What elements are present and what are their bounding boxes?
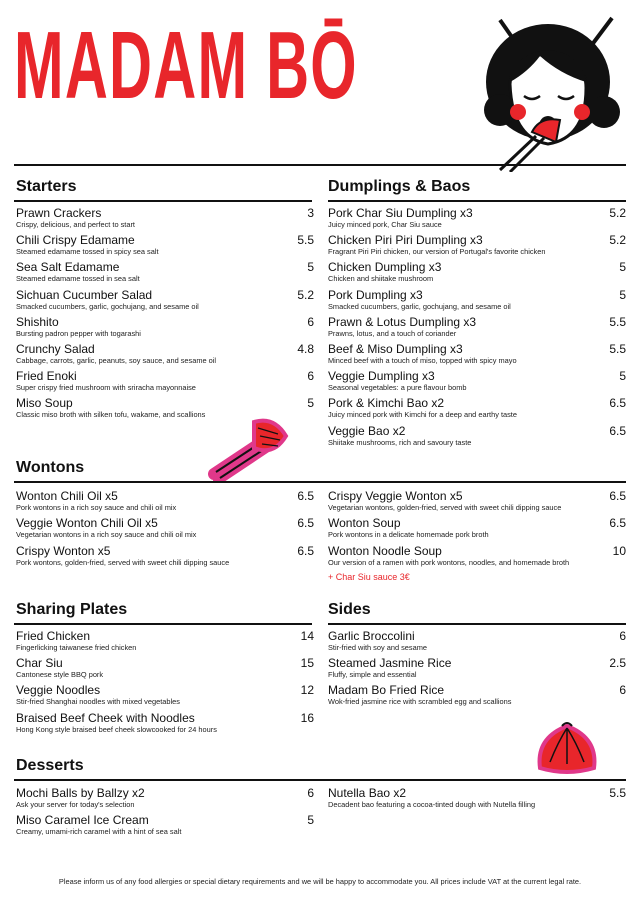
menu-item-description: Steamed edamame tossed in spicy sea salt bbox=[16, 247, 159, 257]
menu-item-price: 10 bbox=[612, 543, 626, 558]
menu-item-name: Crispy Veggie Wonton x5 bbox=[328, 489, 463, 503]
menu-item-description: Smacked cucumbers, garlic, gochujang, and sesame oil bbox=[16, 301, 199, 311]
menu-item bbox=[16, 711, 314, 735]
brand-logo: MADAM BŌ bbox=[14, 12, 358, 119]
menu-item bbox=[16, 233, 314, 257]
desserts-divider bbox=[14, 779, 626, 781]
header-divider bbox=[14, 164, 626, 166]
menu-item-price: 5.5 bbox=[297, 233, 314, 248]
sharing-divider bbox=[14, 623, 312, 625]
menu-item-name: Prawn & Lotus Dumpling x3 bbox=[328, 314, 477, 329]
madam-face-illustration-icon bbox=[470, 12, 620, 172]
menu-item-description: Vegetarian wontons, golden-fried, served with sweet chili dipping sauce bbox=[328, 503, 562, 512]
menu-item-price: 3 bbox=[307, 206, 314, 220]
menu-item-price: 15 bbox=[300, 656, 314, 671]
section-title-sharing-plates: Sharing Plates bbox=[16, 601, 128, 618]
menu-item bbox=[328, 369, 626, 393]
menu-item-price: 6.5 bbox=[609, 396, 626, 411]
menu-item-name: Crunchy Salad bbox=[16, 342, 95, 356]
menu-item bbox=[328, 683, 626, 707]
menu-item bbox=[16, 369, 314, 393]
menu-item-name: Madam Bo Fried Rice bbox=[328, 683, 445, 698]
menu-item-description: Fingerlicking taiwanese fried chicken bbox=[16, 643, 137, 652]
menu-item-price: 5.2 bbox=[609, 233, 626, 248]
sides-divider bbox=[328, 623, 626, 625]
menu-item-name: Fried Chicken bbox=[16, 629, 91, 643]
menu-item-name: Shishito bbox=[16, 314, 59, 329]
menu-item-name: Wonton Soup bbox=[328, 516, 401, 531]
wontons-divider bbox=[14, 481, 626, 483]
menu-item-price: 6.5 bbox=[609, 423, 626, 438]
menu-item-description: Super crispy fried mushroom with sriracha mayonnaise bbox=[16, 383, 196, 393]
menu-item-price: 6.5 bbox=[297, 543, 314, 558]
menu-item-name: Veggie Bao x2 bbox=[328, 423, 406, 438]
section-title-desserts: Desserts bbox=[16, 757, 84, 774]
dumpling-chopsticks-icon bbox=[208, 416, 290, 482]
menu-item-price: 6.5 bbox=[297, 516, 314, 531]
menu-item-description: Crispy, delicious, and perfect to start bbox=[16, 220, 135, 229]
menu-item-price: 5.5 bbox=[609, 314, 626, 329]
menu-item bbox=[328, 315, 626, 339]
menu-item bbox=[328, 629, 626, 653]
menu-item-price: 4.8 bbox=[297, 342, 314, 356]
menu-item bbox=[16, 813, 314, 837]
menu-item bbox=[16, 288, 314, 312]
menu-item-description: Pork wontons in a rich soy sauce and chili oil mix bbox=[16, 503, 177, 512]
menu-item-name: Chicken Dumpling x3 bbox=[328, 260, 442, 275]
menu-item-description: Wok-fried jasmine rice with scrambled egg and scallions bbox=[328, 697, 512, 707]
menu-item-description: Prawns, lotus, and a touch of coriander bbox=[328, 328, 457, 338]
menu-item-name: Veggie Wonton Chili Oil x5 bbox=[16, 516, 158, 531]
char-siu-addon: + Char Siu sauce 3€ bbox=[328, 572, 410, 582]
menu-item-price: 6.5 bbox=[609, 489, 626, 503]
menu-item-description: Vegetarian wontons in a rich soy sauce and chili oil mix bbox=[16, 530, 197, 540]
menu-item bbox=[328, 489, 626, 513]
menu-item-name: Sea Salt Edamame bbox=[16, 260, 120, 275]
menu-item-description: Pork wontons in a delicate homemade pork broth bbox=[328, 530, 489, 540]
menu-item bbox=[328, 396, 626, 420]
menu-item-price: 2.5 bbox=[609, 656, 626, 671]
menu-item-name: Prawn Crackers bbox=[16, 206, 102, 220]
menu-item-price: 5.2 bbox=[297, 287, 314, 302]
menu-item-description: Fluffy, simple and essential bbox=[328, 670, 417, 680]
menu-item-name: Braised Beef Cheek with Noodles bbox=[16, 710, 195, 725]
dumplings-divider bbox=[328, 200, 626, 202]
menu-item bbox=[328, 424, 626, 448]
menu-item-description: Shiitake mushrooms, rich and savoury taste bbox=[328, 437, 472, 447]
menu-item bbox=[328, 206, 626, 230]
menu-item-name: Nutella Bao x2 bbox=[328, 786, 407, 800]
menu-item-description: Our version of a ramen with pork wontons, noodles, and homemade broth bbox=[328, 557, 570, 567]
menu-item bbox=[328, 288, 626, 312]
menu-item bbox=[16, 683, 314, 707]
menu-item bbox=[328, 786, 626, 810]
menu-item-price: 16 bbox=[300, 710, 314, 725]
menu-item-name: Beef & Miso Dumpling x3 bbox=[328, 342, 463, 356]
menu-item-description: Juicy minced pork, Char Siu sauce bbox=[328, 220, 442, 229]
menu-item-name: Steamed Jasmine Rice bbox=[328, 656, 452, 671]
menu-item-price: 14 bbox=[300, 629, 314, 643]
menu-item-description: Minced beef with a touch of miso, topped with spicy mayo bbox=[328, 356, 517, 365]
menu-item-price: 6 bbox=[619, 683, 626, 698]
menu-item bbox=[16, 315, 314, 339]
menu-item bbox=[16, 342, 314, 366]
menu-item-description: Steamed edamame tossed in sea salt bbox=[16, 274, 140, 284]
menu-item-price: 6 bbox=[619, 629, 626, 643]
menu-item-price: 6.5 bbox=[297, 489, 314, 503]
menu-item-name: Miso Caramel Ice Cream bbox=[16, 813, 149, 828]
menu-item bbox=[16, 206, 314, 230]
menu-item-description: Smacked cucumbers, garlic, gochujang, and sesame oil bbox=[328, 301, 511, 311]
menu-item-description: Cabbage, carrots, garlic, peanuts, soy sauce, and sesame oil bbox=[16, 356, 217, 365]
menu-item-description: Pork wontons, golden-fried, served with sweet chili dipping sauce bbox=[16, 557, 230, 567]
menu-item-name: Chili Crispy Edamame bbox=[16, 233, 135, 248]
menu-item-name: Pork Char Siu Dumpling x3 bbox=[328, 206, 473, 220]
menu-item-price: 5 bbox=[619, 369, 626, 384]
menu-item-price: 5 bbox=[619, 287, 626, 302]
menu-item-name: Veggie Dumpling x3 bbox=[328, 369, 435, 384]
menu-item bbox=[16, 629, 314, 653]
menu-item-name: Crispy Wonton x5 bbox=[16, 543, 111, 558]
menu-item-description: Bursting padron pepper with togarashi bbox=[16, 328, 141, 338]
menu-item-price: 5 bbox=[619, 260, 626, 275]
menu-item-description: Classic miso broth with silken tofu, wakame, and scallions bbox=[16, 410, 206, 420]
section-title-sides: Sides bbox=[328, 601, 371, 618]
menu-item-name: Char Siu bbox=[16, 656, 63, 671]
menu-item bbox=[16, 489, 314, 513]
bao-bun-icon bbox=[534, 718, 600, 780]
menu-item-name: Fried Enoki bbox=[16, 369, 77, 384]
menu-item-description: Stir-fried Shanghai noodles with mixed vegetables bbox=[16, 697, 180, 707]
menu-item-description: Stir-fried with soy and sesame bbox=[328, 643, 427, 652]
menu-item-description: Juicy minced pork with Kimchi for a deep and earthy taste bbox=[328, 410, 517, 420]
menu-item-name: Miso Soup bbox=[16, 396, 73, 411]
menu-item bbox=[328, 342, 626, 366]
menu-item bbox=[16, 656, 314, 680]
menu-item-name: Wonton Noodle Soup bbox=[328, 543, 442, 558]
menu-item bbox=[16, 544, 314, 568]
menu-item-description: Chicken and shiitake mushroom bbox=[328, 274, 434, 284]
menu-item-price: 6 bbox=[307, 786, 314, 800]
menu-item-name: Chicken Piri Piri Dumpling x3 bbox=[328, 233, 483, 248]
menu-item bbox=[328, 656, 626, 680]
menu-item bbox=[328, 516, 626, 540]
starters-divider bbox=[14, 200, 312, 202]
menu-item-name: Sichuan Cucumber Salad bbox=[16, 287, 153, 302]
menu-item-name: Wonton Chili Oil x5 bbox=[16, 489, 118, 503]
menu-item-name: Veggie Noodles bbox=[16, 683, 101, 698]
menu-item-price: 6 bbox=[307, 314, 314, 329]
menu-item-price: 5 bbox=[307, 813, 314, 828]
menu-item-name: Garlic Broccolini bbox=[328, 629, 415, 643]
menu-item-description: Hong Kong style braised beef cheek slowcooked for 24 hours bbox=[16, 724, 217, 734]
section-title-starters: Starters bbox=[16, 178, 77, 195]
menu-item-price: 12 bbox=[300, 683, 314, 698]
menu-item bbox=[328, 233, 626, 257]
menu-item-name: Pork & Kimchi Bao x2 bbox=[328, 396, 445, 411]
menu-item bbox=[16, 260, 314, 284]
menu-item-description: Creamy, umami-rich caramel with a hint of sea salt bbox=[16, 827, 182, 837]
menu-item-description: Seasonal vegetables: a pure flavour bomb bbox=[328, 383, 467, 393]
menu-item-price: 6 bbox=[307, 369, 314, 384]
menu-item bbox=[328, 544, 626, 568]
allergy-vat-notice: Please inform us of any food allergies or special dietary requirements and we will be happy to accommodate you. All prices include VAT at the current legal rate. bbox=[58, 877, 582, 886]
section-title-wontons: Wontons bbox=[16, 459, 85, 476]
menu-item-description: Ask your server for today's selection bbox=[16, 800, 135, 809]
menu-item-price: 6.5 bbox=[609, 516, 626, 531]
menu-item-price: 5.2 bbox=[609, 206, 626, 220]
menu-item-price: 5 bbox=[307, 396, 314, 411]
menu-item-description: Cantonese style BBQ pork bbox=[16, 670, 104, 680]
menu-item-name: Mochi Balls by Ballzy x2 bbox=[16, 786, 145, 800]
section-title-dumplings-baos: Dumplings & Baos bbox=[328, 178, 471, 195]
menu-item-price: 5 bbox=[307, 260, 314, 275]
menu-item bbox=[16, 516, 314, 540]
menu-item-price: 5.5 bbox=[609, 342, 626, 356]
menu-item-price: 5.5 bbox=[609, 786, 626, 800]
menu-item-description: Fragrant Piri Piri chicken, our version of Portugal's favorite chicken bbox=[328, 247, 546, 257]
menu-item-name: Pork Dumpling x3 bbox=[328, 287, 423, 302]
menu-item bbox=[16, 786, 314, 810]
menu-item bbox=[328, 260, 626, 284]
menu-item-description: Decadent bao featuring a cocoa-tinted dough with Nutella filling bbox=[328, 800, 536, 809]
